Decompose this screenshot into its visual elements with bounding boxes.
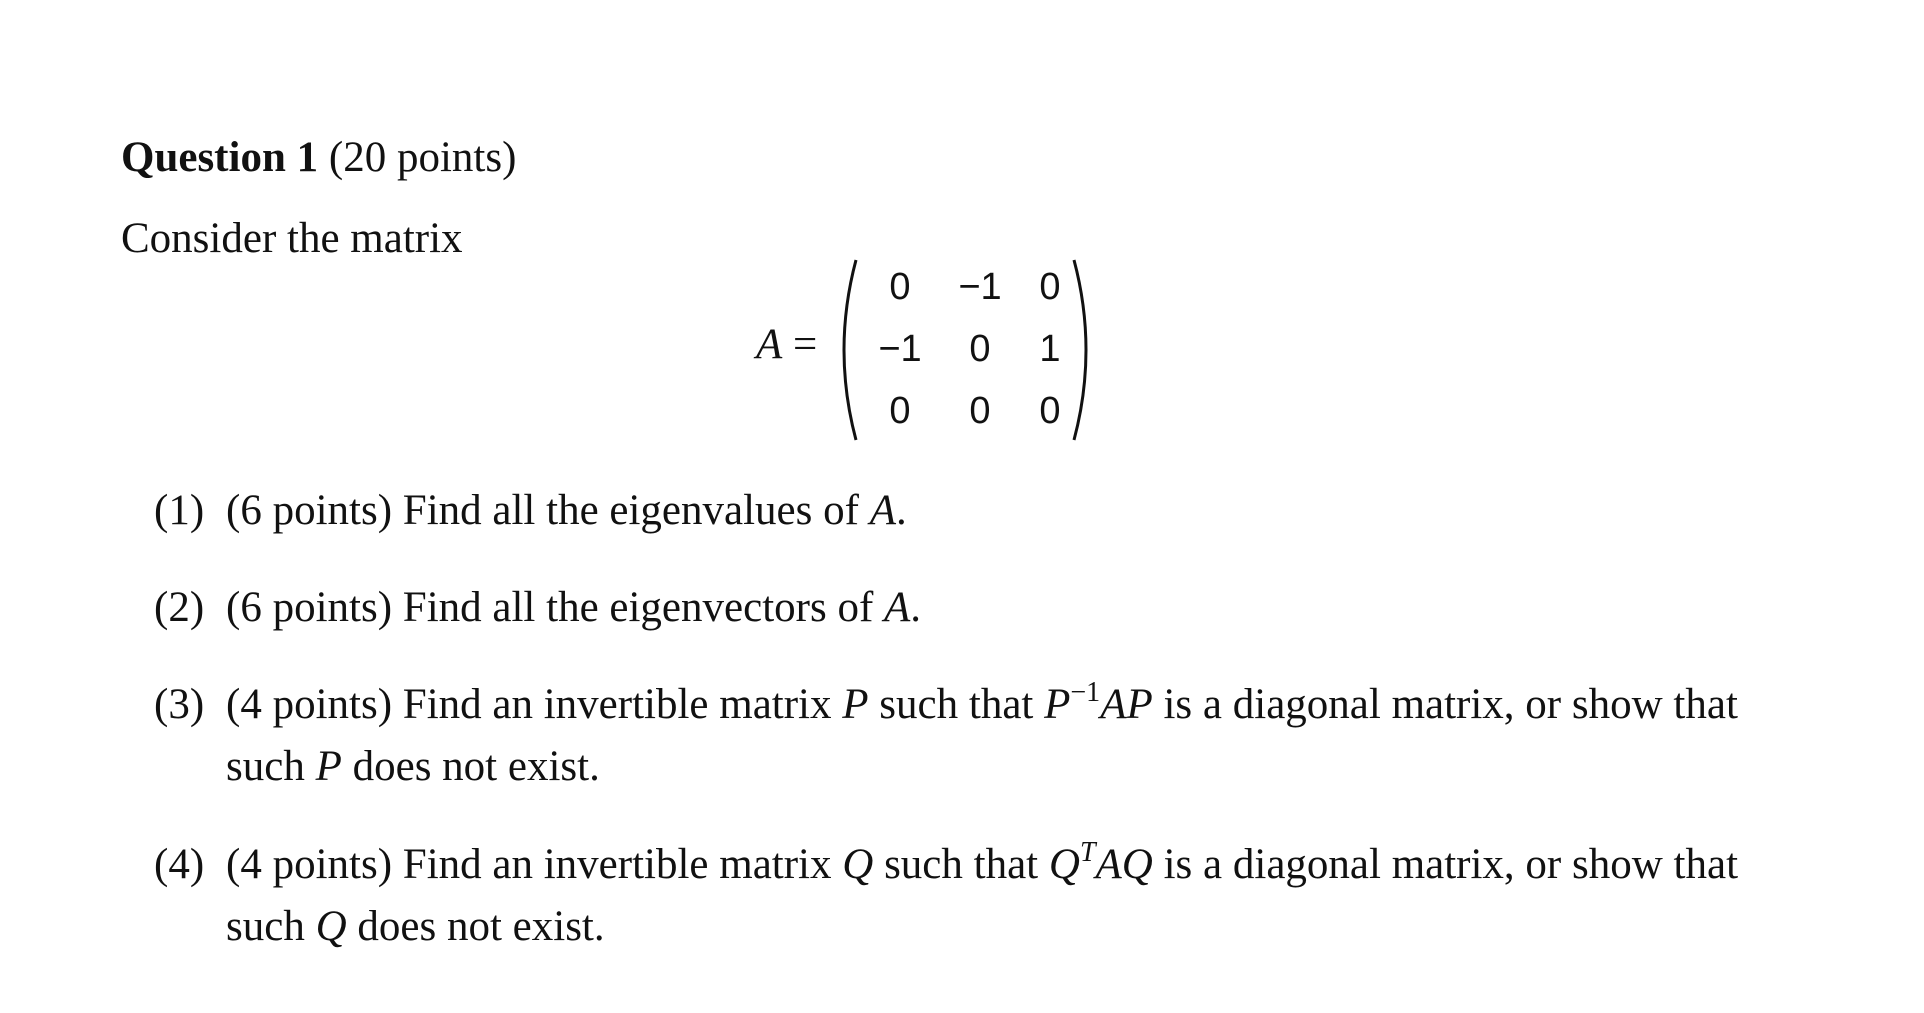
- list-item: [154, 577, 1774, 639]
- item-points: (4 points): [226, 681, 393, 728]
- math-variable: A: [869, 487, 896, 534]
- item-points: (6 points): [226, 584, 393, 631]
- math-variable: Q: [1048, 841, 1080, 888]
- question-heading: [121, 128, 516, 188]
- item-text: is a diagonal matrix, or show that such: [226, 681, 1738, 790]
- question-number: Question 1: [121, 134, 319, 181]
- matrix-cell: 0: [969, 390, 991, 432]
- item-text: does not exist.: [341, 743, 600, 790]
- question-intro: Consider the matrix: [121, 215, 463, 262]
- math-variable: P: [1044, 681, 1071, 728]
- math-variable: AP: [1100, 681, 1153, 728]
- math-superscript: −1: [1070, 676, 1101, 708]
- math-variable: P: [842, 681, 869, 728]
- math-variable: Q: [842, 841, 874, 888]
- matrix-cell: −1: [878, 328, 922, 370]
- item-text: Find an invertible matrix: [392, 681, 843, 728]
- item-text: .: [895, 487, 907, 534]
- math-superscript: T: [1079, 836, 1096, 868]
- math-variable: Q: [315, 903, 347, 950]
- matrix-cell: 0: [889, 390, 911, 432]
- matrix-name: A: [756, 321, 783, 368]
- item-text: .: [910, 584, 922, 631]
- item-points: (6 points): [226, 487, 393, 534]
- matrix-label: [756, 315, 817, 375]
- math-variable: A: [884, 584, 911, 631]
- math-variable: AQ: [1095, 841, 1153, 888]
- left-parenthesis: [836, 258, 860, 442]
- item-number: (1): [154, 487, 205, 534]
- item-text: Find all the eigenvalues of: [392, 487, 870, 534]
- matrix-cell: 0: [889, 266, 911, 308]
- item-number: (3): [154, 681, 205, 728]
- item-points: (4 points): [226, 841, 393, 888]
- matrix-cell: −1: [958, 266, 1002, 308]
- item-text: such that: [873, 841, 1049, 888]
- matrix-display: [740, 258, 1100, 442]
- matrix-cell: 1: [1039, 328, 1061, 370]
- item-number: (2): [154, 584, 205, 631]
- item-text: Find an invertible matrix: [392, 841, 843, 888]
- right-parenthesis: [1070, 258, 1094, 442]
- list-item: [154, 674, 1774, 798]
- list-item: [154, 480, 1774, 542]
- math-variable: P: [315, 743, 342, 790]
- question-points: (20 points): [328, 134, 517, 181]
- item-number: (4): [154, 841, 205, 888]
- matrix-equals: =: [793, 321, 818, 368]
- matrix-cell: 0: [1039, 266, 1061, 308]
- item-text: is a diagonal matrix, or show that such: [226, 841, 1739, 950]
- matrix-cell: 0: [969, 328, 991, 370]
- list-item: [154, 834, 1774, 958]
- item-text: Find all the eigenvectors of: [392, 584, 885, 631]
- item-text: does not exist.: [346, 903, 605, 950]
- matrix-cell: 0: [1039, 390, 1061, 432]
- item-text: such that: [868, 681, 1045, 728]
